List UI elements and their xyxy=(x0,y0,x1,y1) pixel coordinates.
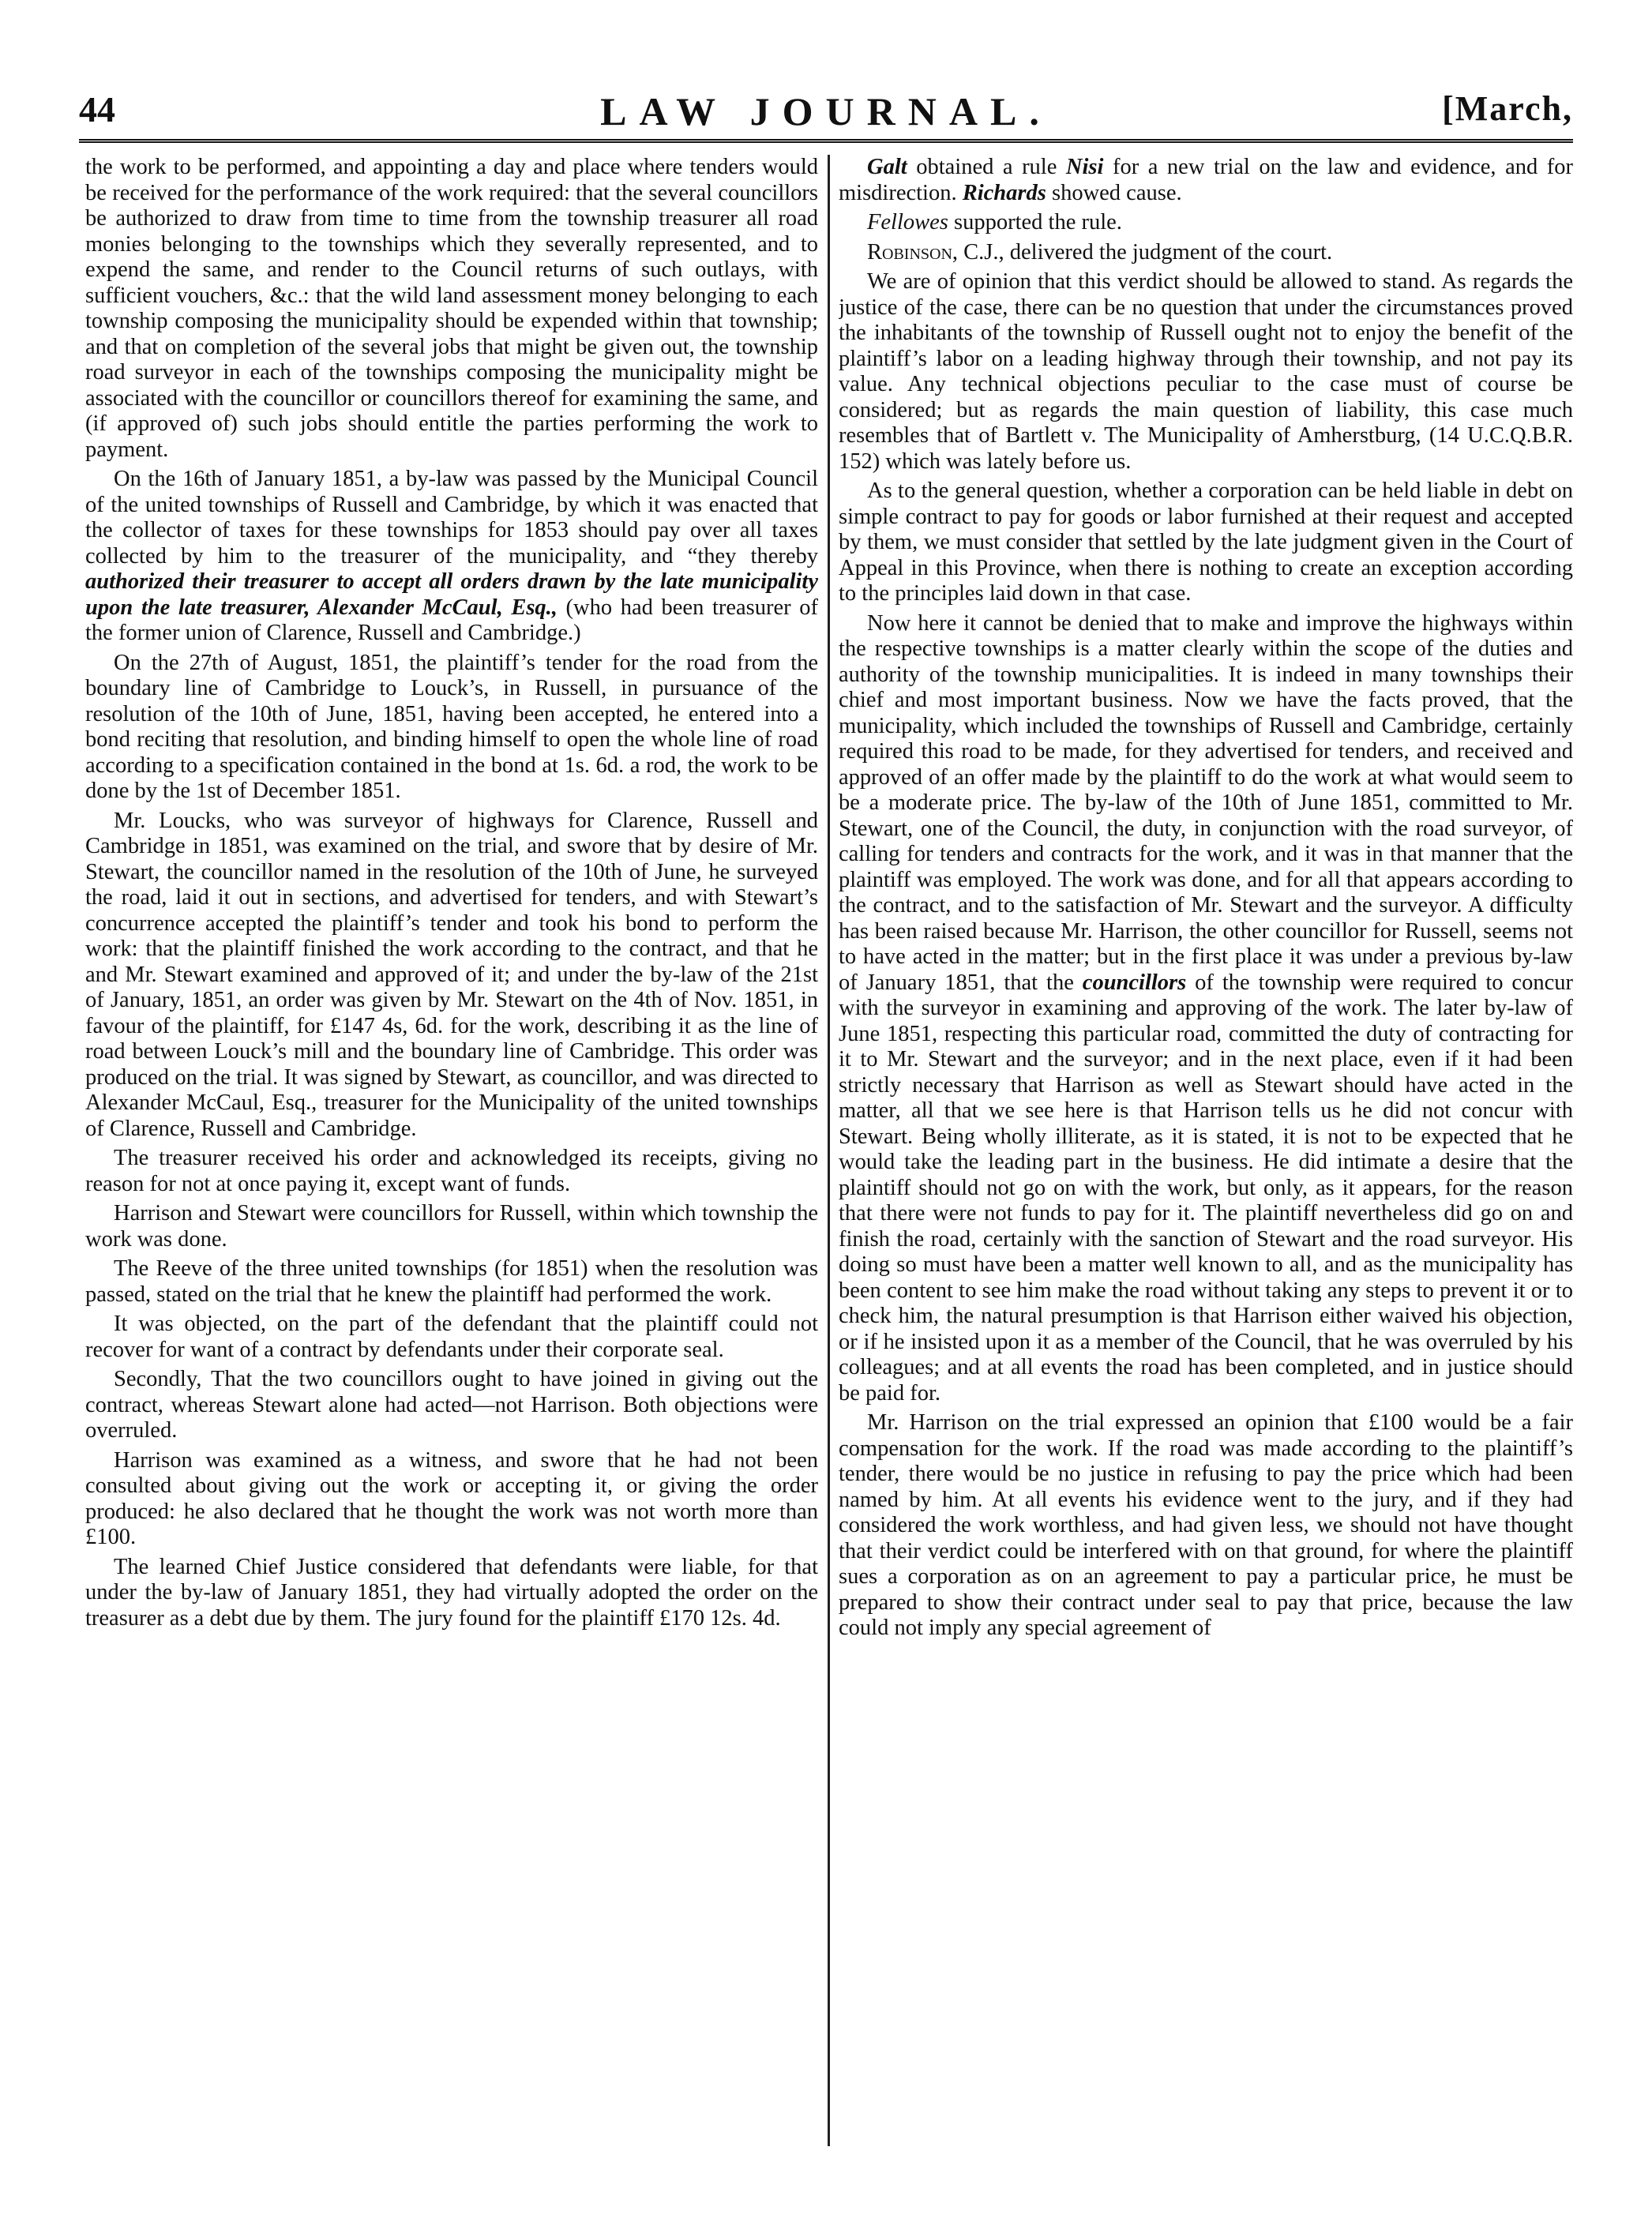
counsel-name: Fellowes xyxy=(867,210,948,235)
paragraph-text: of the township were required to concur with the surveyor in examining and approving of the work. The later by-law of June 1851, respecting this particular road, committed the duty of contracting for it to Mr. Stewart and the surveyor; and in the next place, even if it had been strictly necessary that Harrison as well as Stewart should have acted in the matter, all that we see here is that Harrison tells us he did not concur with Stewart. Being wholly illiterate, as it is stated, it is not to be expected that he would take the leading part in the business. He did intimate a desire that the plaintiff should not go on with the work, but only, as it appears, for the reason that there were not funds to pay for it. The plaintiff nevertheless did go on and finish the road, certainly with the sanction of Stewart and the road surveyor. His doing so must have been a matter well known to all, and as the municipality has been content to see him make the road without taking any steps to prevent it or to check him, the natural presumption is that Harrison either waived his objection, or if he insisted upon it as a member of the Council, that he was overruled by his colleagues; and at all events the road has been completed, and in justice should be paid for. xyxy=(839,970,1573,1406)
column-divider xyxy=(828,155,830,2146)
paragraph: We are of opinion that this verdict should be allowed to stand. As regards the justice of the case, there can be no question that under the circumstances proved the inhabitants of the township of Russell ought not to enjoy the benefit of the plaintiff’s labor on a leading highway through their township, and not pay its value. Any technical objections peculiar to the case must of course be considered; but as regards the main question of liability, this case much resembles that of Bartlett v. The Municipality of Amherstburg, (14 U.C.Q.B.R. 152) which was lately before us. xyxy=(839,269,1573,474)
paragraph xyxy=(839,155,1573,206)
paragraph: Secondly, That the two councillors ought to have joined in giving out the contract, whereas Stewart alone had acted—not Harrison. Both objections were overruled. xyxy=(85,1367,818,1443)
page-number: 44 xyxy=(79,89,115,129)
paragraph: Harrison was examined as a witness, and swore that he had not been consulted about giving out the work or accepting it, or giving the order produced: he also declared that he thought the work was not worth more than £100. xyxy=(85,1447,818,1549)
paragraph: On the 27th of August, 1851, the plaintiff’s tender for the road from the boundary line of Cambridge to Louck’s, in Russell, in pursuance of the resolution of the 10th of June, 1851, having been accepted, he entered into a bond reciting that resolution, and binding himself to open the whole line of road according to a specification contained in the bond at 1s. 6d. a rod, the work to be done by the 1st of December 1851. xyxy=(85,650,818,803)
paragraph: Harrison and Stewart were councillors for Russell, within which township the work was done. xyxy=(85,1201,818,1252)
counsel-name: Galt xyxy=(867,155,907,179)
paragraph: The treasurer received his order and acknowledged its receipts, giving no reason for not at once paying it, except want of funds. xyxy=(85,1146,818,1196)
quoted-bylaw-text: authorized their treasurer to accept all orders drawn by the late municipality upon the late treasurer, Alexander McCaul, Esq., xyxy=(85,569,818,620)
journal-title: LAW JOURNAL. xyxy=(600,89,1052,133)
paragraph-text: delivered the judgment of the court. xyxy=(1004,239,1333,265)
paragraph-text: supported the rule. xyxy=(948,210,1122,235)
paragraph: Mr. Harrison on the trial expressed an opinion that £100 would be a fair compensation for the work. If the road was made according to the plaintiff’s tender, there would be no justice in refusing to pay the price which had been named by him. At all events his evidence went to the jury, and if they had considered the work worthless, and had given less, we should not have thought that their verdict could be interfered with on that ground, for where the plaintiff sues a corporation as on an agreement to pay a particular price, he must be prepared to show their contract under seal to pay that price, because the law could not imply any special agreement of xyxy=(839,1410,1573,1640)
paragraph xyxy=(839,240,1573,266)
counsel-name: Richards xyxy=(962,180,1046,205)
paragraph: As to the general question, whether a corporation can be held liable in debt on simple contract to pay for goods or labor furnished at their request and accepted by them, we must consider that settled by the late judgment given in the Court of Appeal in this Province, when there is nothing to create an exception according to the principles laid down in that case. xyxy=(839,479,1573,606)
paragraph-text: (who had been treasurer of the former union of Clarence, Russell and Cambridge.) xyxy=(85,595,818,645)
header-month: [March, xyxy=(1442,89,1573,128)
paragraph: It was objected, on the part of the defendant that the plaintiff could not recover for want of a contract by defendants under their corporate seal. xyxy=(85,1312,818,1362)
judge-name: Robinson, C.J., xyxy=(867,239,1004,265)
paragraph-text: for a new trial on the law and evidence, and for misdirection. xyxy=(839,155,1573,205)
paragraph xyxy=(839,611,1573,1407)
right-column xyxy=(839,155,1573,2146)
paragraph: The learned Chief Justice considered that defendants were liable, for that under the by-law of January 1851, they had virtually adopted the order on the treasurer as a debt due by them. The jury found for the plaintiff £170 12s. 4d. xyxy=(85,1554,818,1631)
paragraph: Mr. Loucks, who was surveyor of highways for Clarence, Russell and Cambridge in 1851, was examined on the trial, and swore that by desire of Mr. Stewart, the councillor named in the resolution of the 10th of June, he surveyed the road, laid it out in sections, and advertised for tenders, and with Stewart’s concurrence accepted the plaintiff’s tender and took his bond to perform the work: that the plaintiff finished the work according to the contract, and that he and Mr. Stewart examined and approved of it; and under the by-law of the 21st of January, 1851, an order was given by Mr. Stewart on the 4th of Nov. 1851, in favour of the plaintiff, for £147 4s, 6d. for the work, describing it as the line of road between Louck’s mill and the boundary line of Cambridge. This order was produced on the trial. It was signed by Stewart, as councillor, and was directed to Alexander McCaul, Esq., treasurer for the Municipality of the united townships of Clarence, Russell and Cambridge. xyxy=(85,808,818,1141)
paragraph-text: On the 16th of January 1851, a by-law was passed by the Municipal Council of the united townships of Russell and Cambridge, by which it was enacted that the collector of taxes for these townships for 1853 should pay over all taxes collected by him to the treasurer of the municipality, and “they thereby xyxy=(85,467,818,569)
paragraph xyxy=(839,210,1573,236)
paragraph-text: Now here it cannot be denied that to make and improve the highways within the respective townships is a matter clearly within the scope of the duties and authority of the township municipalities. It is indeed in many townships their chief and most important business. Now we have the facts proved, that the municipality, which included the townships of Russell and Cambridge, certainly required this road to be made, for they advertised for tenders, and received and approved of an offer made by the plaintiff to do the work at what would seem to be a moderate price. The by-law of the 10th of June 1851, committed to Mr. Stewart, one of the Council, the duty, in conjunction with the road surveyor, of calling for tenders and contracts for the work, and it was in that manner that the plaintiff was employed. The work was done, and for all that appears according to the contract, and to the satisfaction of Mr. Stewart and the surveyor. A difficulty has been raised because Mr. Harrison, the other councillor for Russell, seems not to have acted in the matter; but in the first place it was under a previous by-law of January 1851, that the xyxy=(839,610,1573,995)
header-rule xyxy=(79,139,1573,143)
paragraph-text: obtained a rule xyxy=(907,155,1066,179)
emphasis-text: councillors xyxy=(1082,970,1187,995)
paragraph: The Reeve of the three united townships (for 1851) when the resolution was passed, stated on the trial that he knew the plaintiff had performed the work. xyxy=(85,1256,818,1307)
left-column xyxy=(85,155,818,2146)
rule-nisi: Nisi xyxy=(1065,155,1104,179)
paragraph-text: showed cause. xyxy=(1046,180,1182,205)
paragraph xyxy=(85,467,818,647)
paragraph: the work to be performed, and appointing a day and place where tenders would be received for the performance of the work required: that the several councillors be authorized to draw from time to time from the township treasurer all road monies belonging to the townships which they severally represented, and to expend the same, and render to the Council returns of such outlays, with sufficient vouchers, &c.: that the wild land assessment money belonging to each township composing the municipality should be expended within that township; and that on completion of the several jobs that might be given out, the township road surveyor in each of the townships composing the municipality might be associated with the councillor or councillors thereof for examining the same, and (if approved of) such jobs should entitle the parties performing the work to payment. xyxy=(85,155,818,462)
